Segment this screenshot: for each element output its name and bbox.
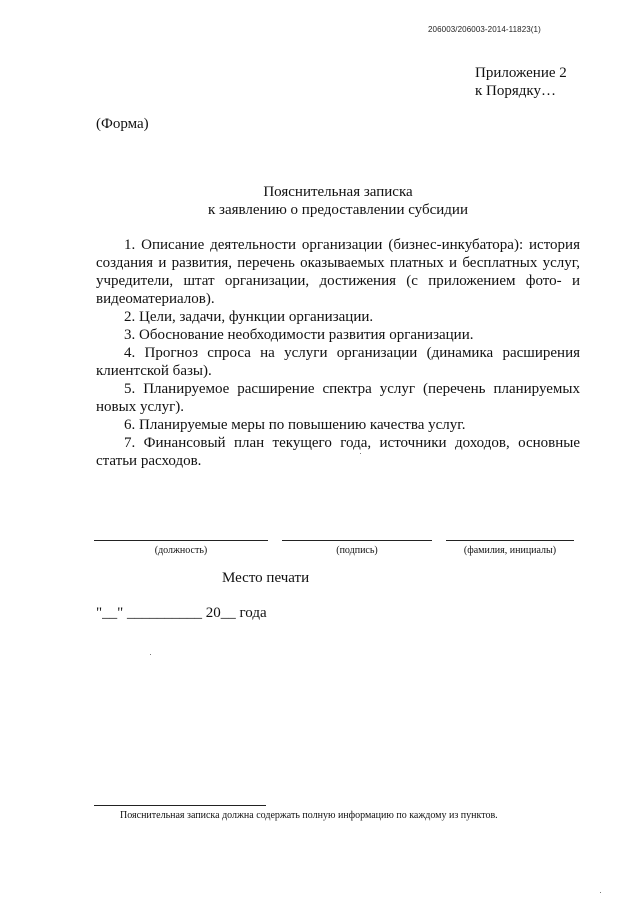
signature-caption: (подпись) xyxy=(336,545,378,556)
list-item: 4. Прогноз спроса на услуги организации (динамика расширения клиентской базы). xyxy=(96,345,580,379)
list-item: 1. Описание деятельности организации (бизнес-инкубатора): история создания и развития, перечень оказываемых платных и бесплатных услуг, учредители, штат организации, достижения (с приложением фото- и видеоматериалов). xyxy=(96,237,580,307)
list-item: 3. Обоснование необходимости развития организации. xyxy=(124,327,474,343)
scan-speck xyxy=(360,453,361,454)
appendix-line-2: к Порядку… xyxy=(475,83,556,99)
name-line xyxy=(446,540,574,541)
position-caption: (должность) xyxy=(154,545,208,556)
scan-speck xyxy=(150,654,151,655)
list-item: 6. Планируемые меры по повышению качества услуг. xyxy=(124,417,466,433)
list-item: 2. Цели, задачи, функции организации. xyxy=(124,309,374,325)
title-line-2: к заявлению о предоставлении субсидии xyxy=(208,202,468,218)
stamp-label: Место печати xyxy=(222,570,310,586)
document-id: 206003/206003-2014-11823(1) xyxy=(428,25,541,34)
position-field xyxy=(94,540,268,556)
scan-speck xyxy=(600,892,601,893)
footnote-divider xyxy=(94,805,266,806)
date-line: "__" __________ 20__ года xyxy=(96,605,267,621)
title-line-1: Пояснительная записка xyxy=(263,184,413,200)
name-caption: (фамилия, инициалы) xyxy=(463,545,557,556)
signature-line xyxy=(282,540,432,541)
footnote: Пояснительная записка должна содержать полную информацию по каждому из пунктов. xyxy=(120,810,498,821)
document-title xyxy=(96,183,580,219)
signature-block xyxy=(94,540,578,566)
appendix-reference xyxy=(475,64,567,100)
list-item: 5. Планируемое расширение спектра услуг (перечень планируемых новых услуг). xyxy=(96,381,580,415)
position-line xyxy=(94,540,268,541)
items-list xyxy=(96,236,580,470)
list-item: 7. Финансовый план текущего года, источники доходов, основные статьи расходов. xyxy=(96,435,580,469)
signature-field xyxy=(282,540,432,556)
appendix-line-1: Приложение 2 xyxy=(475,65,567,81)
name-field xyxy=(446,540,574,556)
form-label: (Форма) xyxy=(96,116,149,132)
